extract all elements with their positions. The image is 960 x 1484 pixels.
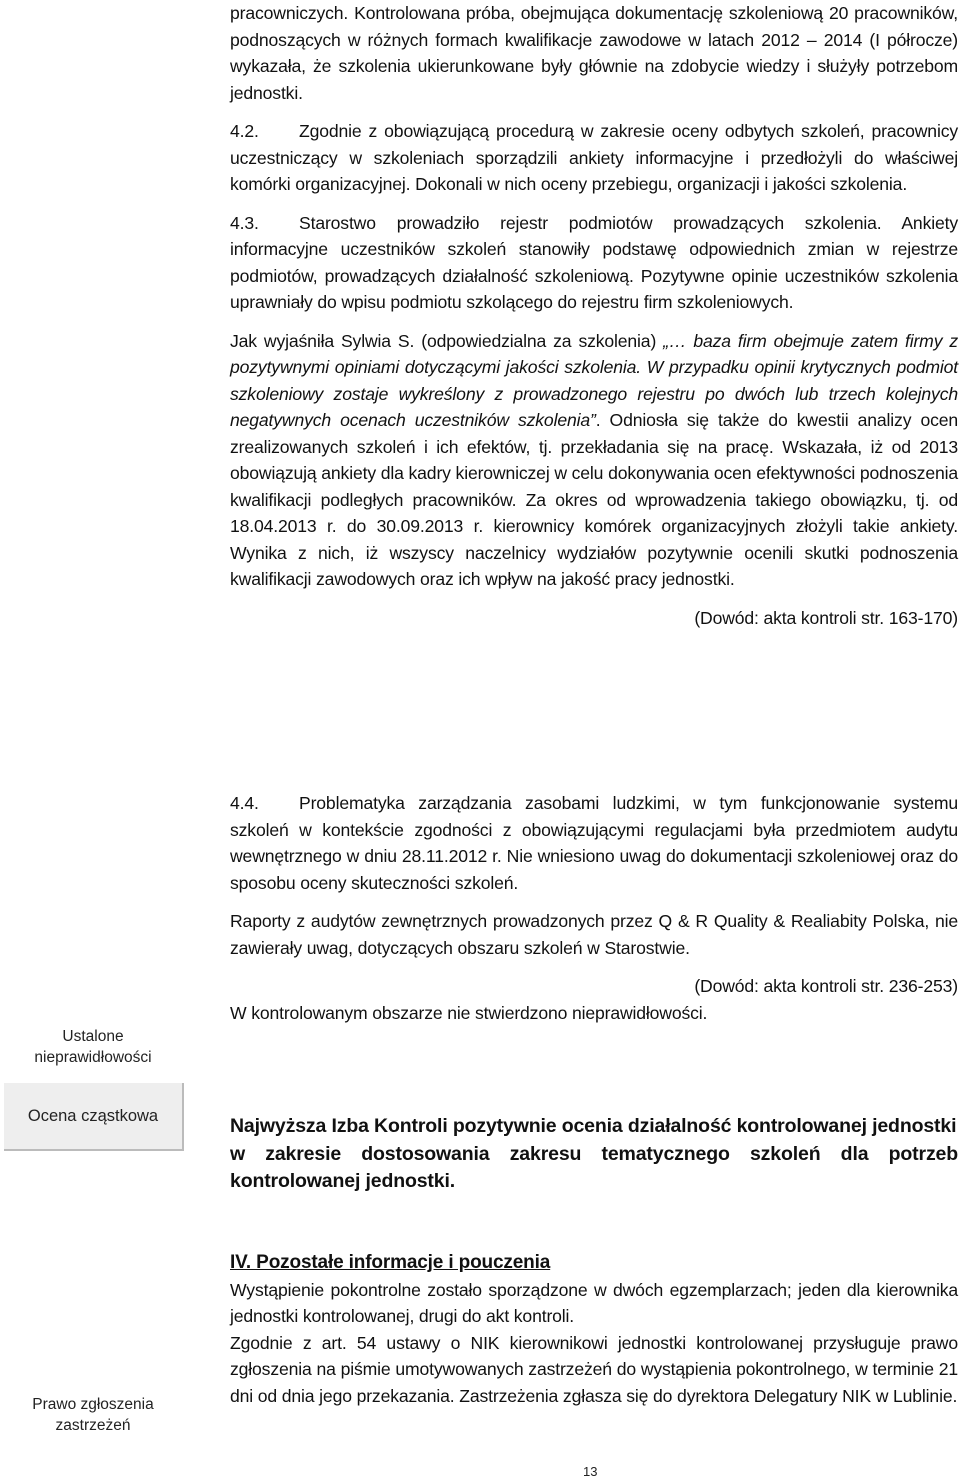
main-text-block-2 xyxy=(230,790,958,1026)
paragraph-iv-2: Zgodnie z art. 54 ustawy o NIK kierownikowi jednostki kontrolowanej przysługuje prawo zgłoszenia na piśmie umotywowanych zastrzeżeń do wystąpienia pokontrolnego, w terminie 21 dni od dnia jego przekazania. Zastrzeżenia zgłasza się do dyrektora Delegatury NIK w Lublinie. xyxy=(230,1332,958,1406)
paragraph-number: 4.4. xyxy=(230,793,259,813)
paragraph-reports: Raporty z audytów zewnętrznych prowadzonych przez Q & R Quality & Realiabity Polska, nie zawierały uwag, dotyczących obszaru szkoleń w Starostwie. xyxy=(230,911,958,958)
evidence-note-2: (Dowód: akta kontroli str. 236-253) xyxy=(694,976,958,996)
evidence-note-1: (Dowód: akta kontroli str. 163-170) xyxy=(694,607,958,628)
paragraph-text: Zgodnie z obowiązującą procedurą w zakresie oceny odbytych szkoleń, pracownicy uczestniczący w szkoleniach sporządzili ankiety informacyjne i przedłożyli do właściwej komórki organizacyjnej. Dokonali w nich oceny przebiegu, organizacji i jakości szkolenia. xyxy=(230,121,958,194)
side-label-line: zastrzeżeń xyxy=(55,1417,131,1434)
paragraph-no-irregularities: W kontrolowanym obszarze nie stwierdzono nieprawidłowości. xyxy=(230,1002,708,1023)
side-label-line: Ustalone xyxy=(62,1028,124,1045)
main-text-block-1 xyxy=(230,0,958,631)
assessment-block xyxy=(230,1113,958,1196)
paragraph-4-3 xyxy=(230,210,958,316)
paragraph-4-4 xyxy=(230,790,958,896)
side-label-partial-assessment: Ocena cząstkowa xyxy=(4,1083,184,1151)
paragraph-iv-1: Wystąpienie pokontrolne zostało sporządzone w dwóch egzemplarzach; jeden dla kierownika jednostki kontrolowanej, drugi do akt kontroli. xyxy=(230,1279,958,1326)
section-iv-heading: IV. Pozostałe informacje i pouczenia xyxy=(230,1252,551,1273)
assessment-line-2: w zakresie dostosowania zakresu tematycznego szkoleń dla potrzeb kontrolowanej jednostki. xyxy=(230,1142,958,1192)
paragraph-intro: pracowniczych. Kontrolowana próba, obejmująca dokumentację szkoleniową 20 pracowników, podnoszących w różnych formach kwalifikacje zawodowe w latach 2012 – 2014 (I półrocze) wykazała, że szkolenia ukierunkowane były głównie na zdobycie wiedzy i służyły potrzebom jednostki. xyxy=(230,3,958,103)
side-label-irregularities xyxy=(0,1026,186,1068)
paragraph-number: 4.3. xyxy=(230,212,259,233)
paragraph-number: 4.2. xyxy=(230,121,259,141)
section-iv-block xyxy=(230,1250,958,1409)
paragraph-explanation xyxy=(230,328,958,593)
page-number: 13 xyxy=(583,1464,598,1479)
side-label-right-to-object xyxy=(0,1394,186,1436)
side-label-line: nieprawidłowości xyxy=(34,1049,152,1066)
paragraph-text: Problematyka zarządzania zasobami ludzkimi, w tym funkcjonowanie systemu szkoleń w kontekście zgodności z obowiązującymi regulacjami była przedmiotem audytu wewnętrznego w dniu 28.11.2012 r. Nie wniesiono uwag do dokumentacji szkoleniowej oraz do sposobu oceny skuteczności szkoleń. xyxy=(230,793,958,893)
assessment-line-1: Najwyższa Izba Kontroli pozytywnie ocenia działalność kontrolowanej jednostki xyxy=(230,1115,957,1137)
paragraph-4-2 xyxy=(230,118,958,198)
explanation-quote: „… baza firm obejmuje zatem firmy z pozytywnymi opiniami dotyczącymi jakości szkolenia. W przypadku opinii krytycznych podmiot szkoleniowy zostaje wykreślony z prowadzonego rejestru po dwóch lub trzech kolejnych negatywnych ocenach uczestników szkolenia” xyxy=(230,330,958,430)
explanation-rest: . Odniosła się także do kwestii analizy ocen zrealizowanych szkoleń i ich efektów, tj. przekładania się na pracę. Wskazała, iż od 2013 obowiązują ankiety dla kadry kierowniczej w celu dokonywania ocen efektywności podnoszenia kwalifikacji podległych pracowników. Za okres od wprowadzenia takiego obowiązku, tj. od 18.04.2013 r. do 30.09.2013 r. kierownicy komórek organizacyjnych złożyli takie ankiety. Wynika z nich, iż wszyscy naczelnicy wydziałów pozytywnie ocenili skutki podnoszenia kwalifikacji zawodowych oraz ich wpływ na jakość pracy jednostki. xyxy=(230,410,958,589)
paragraph-text: Starostwo prowadziło rejestr podmiotów prowadzących szkolenia. Ankiety informacyjne uczestników szkoleń stanowiły podstawę odpowiednich zmian w rejestrze podmiotów, prowadzących działalność szkoleniową. Pozytywne opinie uczestników szkolenia uprawniały do wpisu podmiotu szkolącego do rejestru firm szkoleniowych. xyxy=(230,212,958,312)
side-label-line: Prawo zgłoszenia xyxy=(32,1396,154,1413)
explanation-lead: Jak wyjaśniła Sylwia S. (odpowiedzialna za szkolenia) xyxy=(230,330,664,351)
